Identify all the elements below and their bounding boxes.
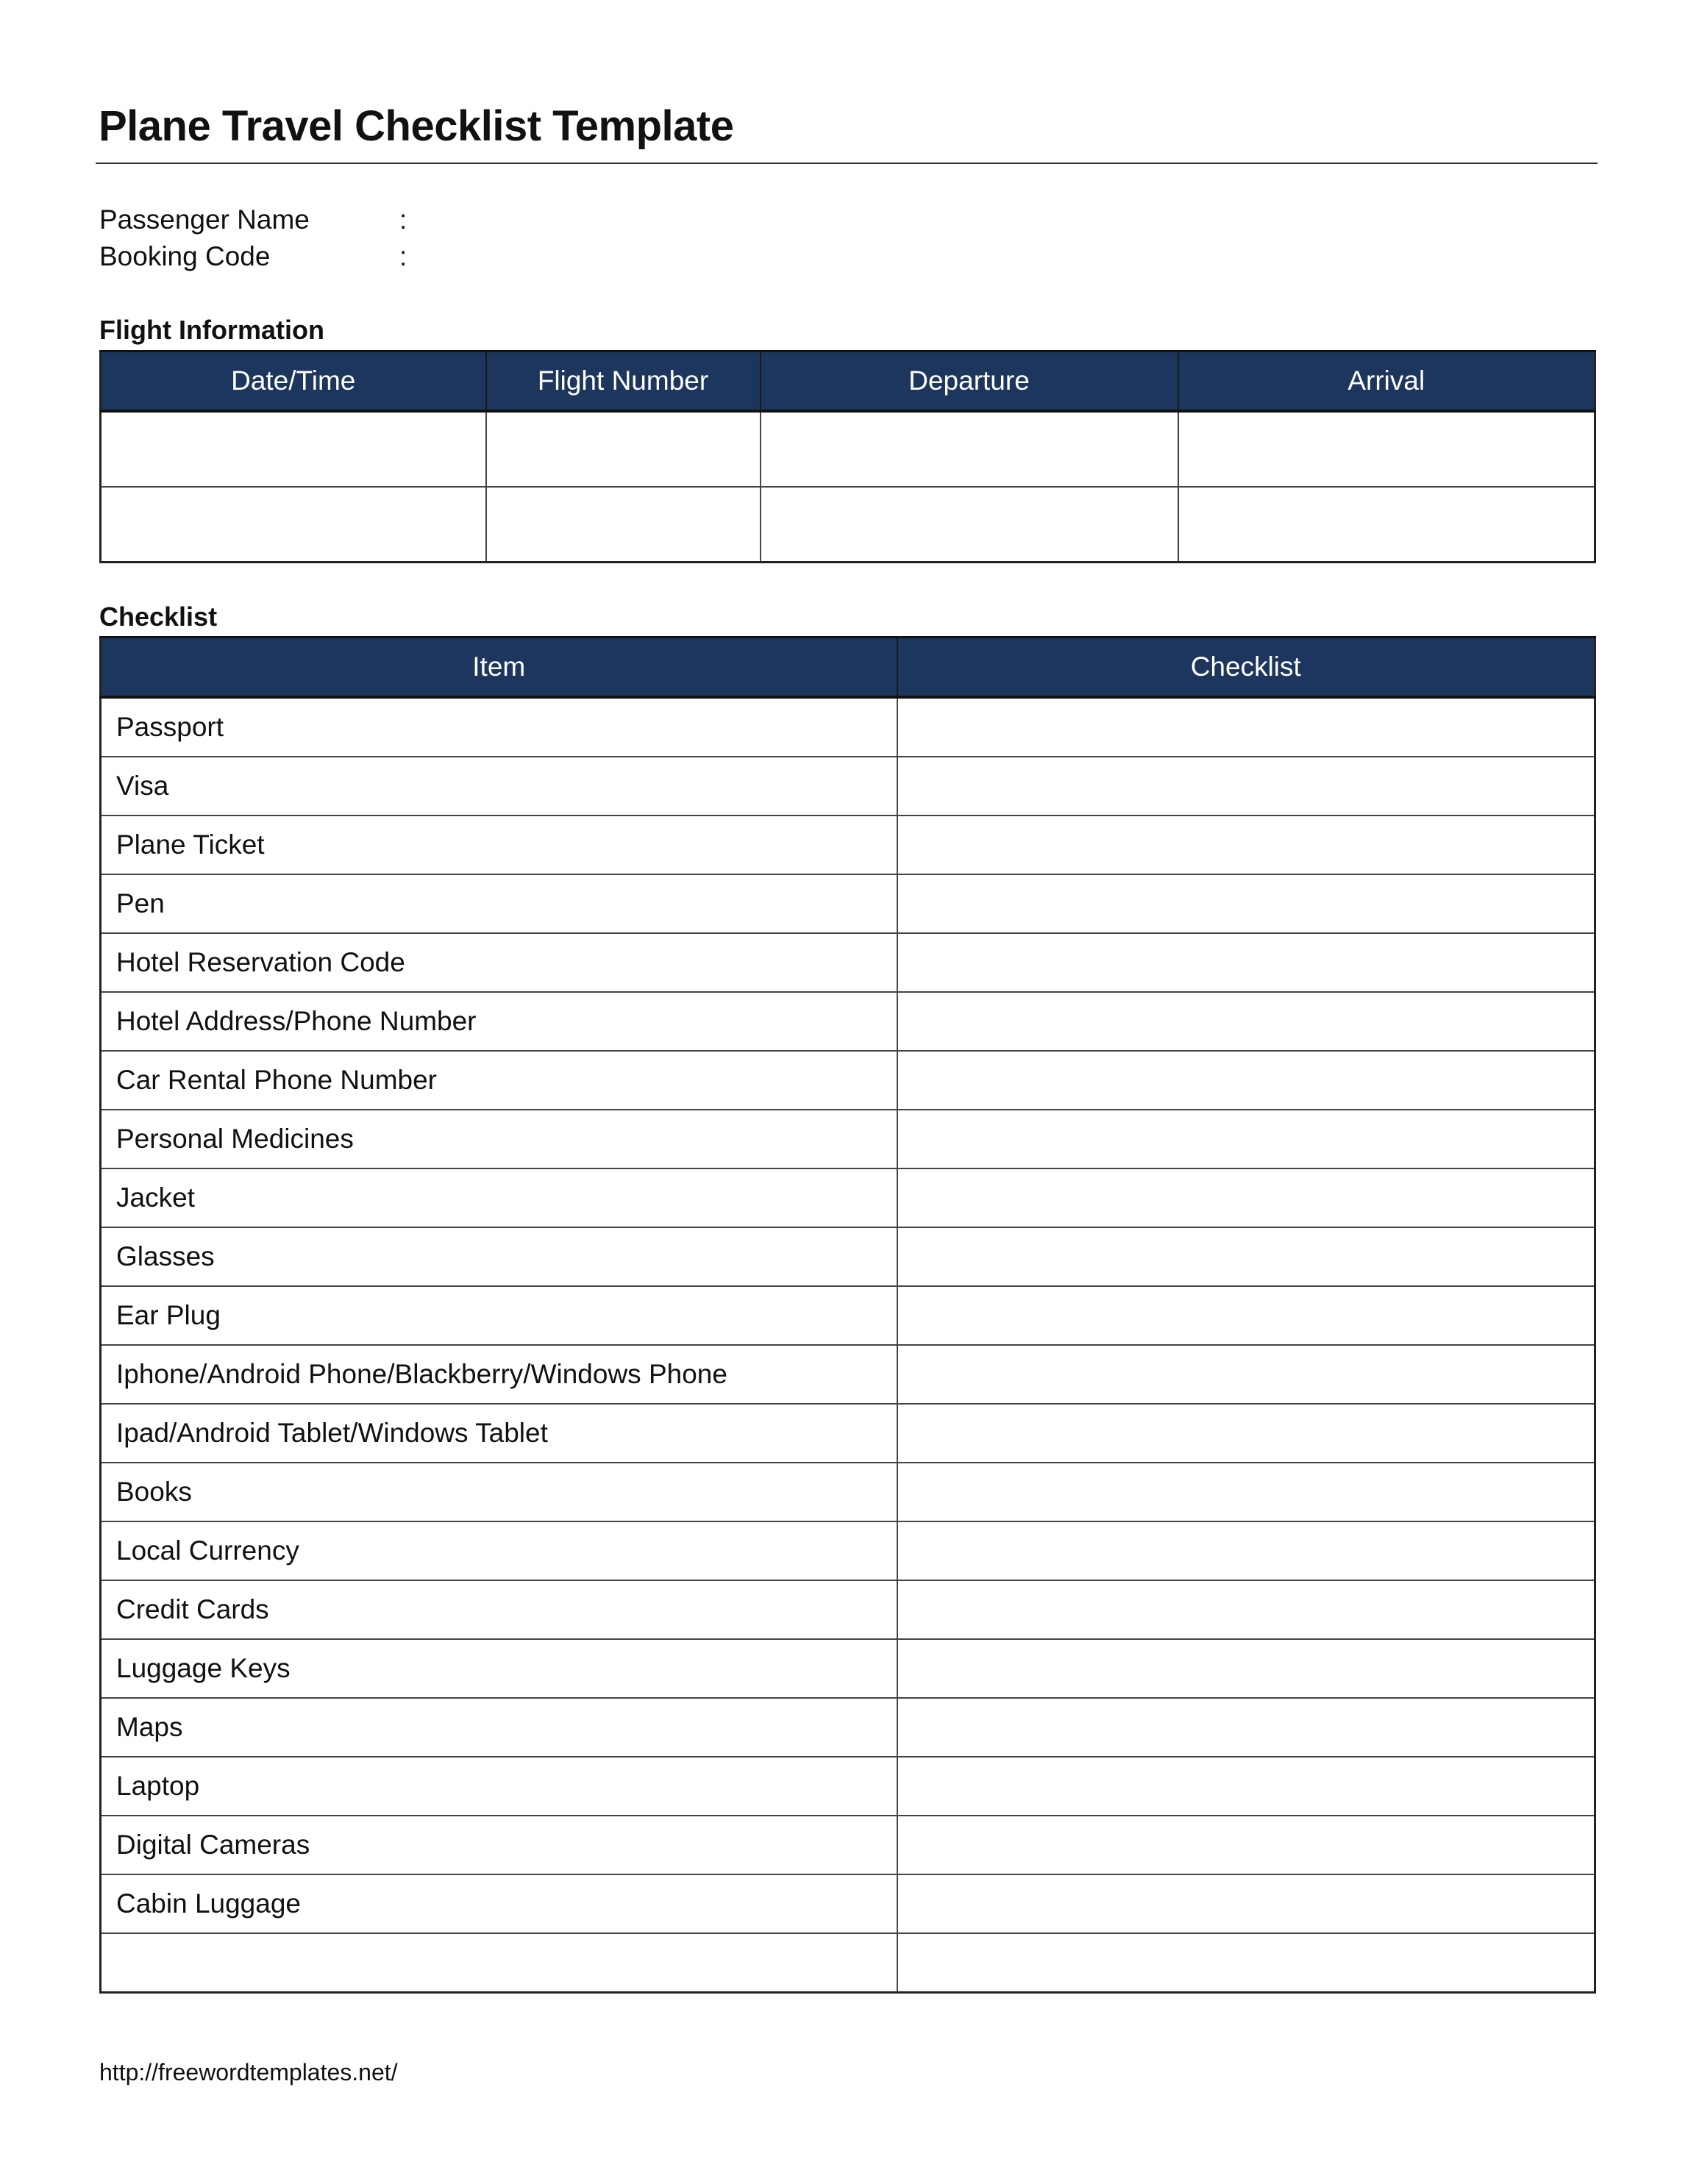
booking-code-label: Booking Code bbox=[99, 241, 271, 271]
checklist-row bbox=[101, 1286, 1595, 1345]
checklist-row bbox=[101, 757, 1595, 816]
passenger-name-separator: : bbox=[399, 204, 407, 235]
column-header-checklist: Checklist bbox=[897, 638, 1595, 698]
checklist-row bbox=[101, 1227, 1595, 1286]
checklist-row bbox=[101, 1757, 1595, 1816]
checklist-check-cell[interactable] bbox=[897, 1286, 1595, 1345]
checklist-item-label: Digital Cameras bbox=[101, 1816, 897, 1874]
checklist-check-cell[interactable] bbox=[897, 1521, 1595, 1580]
checklist-item-label: Passport bbox=[101, 697, 897, 757]
checklist-item-label: Maps bbox=[101, 1698, 897, 1757]
checklist-row bbox=[101, 1580, 1595, 1639]
column-header-item: Item bbox=[101, 638, 897, 698]
checklist-item-label: Cabin Luggage bbox=[101, 1874, 897, 1933]
checklist-row bbox=[101, 933, 1595, 992]
departure-cell[interactable] bbox=[761, 411, 1178, 487]
checklist-item-label: Luggage Keys bbox=[101, 1639, 897, 1698]
checklist-header-row bbox=[101, 638, 1595, 698]
checklist-check-cell[interactable] bbox=[897, 1404, 1595, 1463]
passenger-name-field bbox=[99, 204, 407, 235]
checklist-check-cell[interactable] bbox=[897, 1463, 1595, 1521]
checklist-item-label: Plane Ticket bbox=[101, 816, 897, 874]
column-header-departure: Departure bbox=[761, 351, 1178, 412]
checklist-item-label: Pen bbox=[101, 874, 897, 933]
arrival-cell[interactable] bbox=[1178, 487, 1595, 563]
checklist-row bbox=[101, 1168, 1595, 1227]
flight-number-cell[interactable] bbox=[486, 411, 761, 487]
checklist-row bbox=[101, 1639, 1595, 1698]
checklist-row bbox=[101, 1933, 1595, 1993]
checklist-heading: Checklist bbox=[99, 602, 218, 632]
checklist-check-cell[interactable] bbox=[897, 992, 1595, 1051]
checklist-row bbox=[101, 1816, 1595, 1874]
checklist-item-label: Ear Plug bbox=[101, 1286, 897, 1345]
checklist-row bbox=[101, 1463, 1595, 1521]
checklist-check-cell[interactable] bbox=[897, 816, 1595, 874]
column-header-date-time: Date/Time bbox=[101, 351, 486, 412]
checklist-item-label bbox=[101, 1933, 897, 1993]
document-title: Plane Travel Checklist Template bbox=[99, 102, 734, 150]
flight-table-header-row bbox=[101, 351, 1595, 412]
checklist-row bbox=[101, 1051, 1595, 1110]
title-divider bbox=[96, 163, 1598, 164]
checklist-item-label: Hotel Reservation Code bbox=[101, 933, 897, 992]
checklist-item-label: Local Currency bbox=[101, 1521, 897, 1580]
column-header-flight-number: Flight Number bbox=[486, 351, 761, 412]
checklist-check-cell[interactable] bbox=[897, 1580, 1595, 1639]
checklist-item-label: Visa bbox=[101, 757, 897, 816]
checklist-check-cell[interactable] bbox=[897, 1051, 1595, 1110]
checklist-check-cell[interactable] bbox=[897, 1933, 1595, 1993]
checklist-row bbox=[101, 992, 1595, 1051]
checklist-check-cell[interactable] bbox=[897, 1227, 1595, 1286]
checklist-item-label: Laptop bbox=[101, 1757, 897, 1816]
checklist-row bbox=[101, 874, 1595, 933]
checklist-item-label: Personal Medicines bbox=[101, 1110, 897, 1168]
booking-code-field bbox=[99, 241, 407, 272]
checklist-item-label: Books bbox=[101, 1463, 897, 1521]
flight-table-row bbox=[101, 411, 1595, 487]
checklist-item-label: Credit Cards bbox=[101, 1580, 897, 1639]
checklist-check-cell[interactable] bbox=[897, 1110, 1595, 1168]
checklist-row bbox=[101, 697, 1595, 757]
date-time-cell[interactable] bbox=[101, 487, 486, 563]
checklist-item-label: Hotel Address/Phone Number bbox=[101, 992, 897, 1051]
checklist-item-label: Car Rental Phone Number bbox=[101, 1051, 897, 1110]
checklist-check-cell[interactable] bbox=[897, 1345, 1595, 1404]
checklist-check-cell[interactable] bbox=[897, 874, 1595, 933]
checklist-row bbox=[101, 1110, 1595, 1168]
passenger-name-label: Passenger Name bbox=[99, 204, 310, 235]
checklist-row bbox=[101, 816, 1595, 874]
flight-information-heading: Flight Information bbox=[99, 315, 324, 345]
checklist-item-label: Ipad/Android Tablet/Windows Tablet bbox=[101, 1404, 897, 1463]
checklist-check-cell[interactable] bbox=[897, 1757, 1595, 1816]
flight-information-table bbox=[99, 350, 1596, 563]
checklist-table bbox=[99, 636, 1596, 1994]
checklist-check-cell[interactable] bbox=[897, 757, 1595, 816]
checklist-row bbox=[101, 1345, 1595, 1404]
checklist-check-cell[interactable] bbox=[897, 1874, 1595, 1933]
checklist-row bbox=[101, 1521, 1595, 1580]
date-time-cell[interactable] bbox=[101, 411, 486, 487]
checklist-check-cell[interactable] bbox=[897, 697, 1595, 757]
booking-code-separator: : bbox=[399, 241, 407, 271]
flight-number-cell[interactable] bbox=[486, 487, 761, 563]
checklist-check-cell[interactable] bbox=[897, 933, 1595, 992]
arrival-cell[interactable] bbox=[1178, 411, 1595, 487]
checklist-item-label: Glasses bbox=[101, 1227, 897, 1286]
checklist-row bbox=[101, 1698, 1595, 1757]
checklist-row bbox=[101, 1404, 1595, 1463]
flight-table-row bbox=[101, 487, 1595, 563]
checklist-row bbox=[101, 1874, 1595, 1933]
checklist-check-cell[interactable] bbox=[897, 1698, 1595, 1757]
checklist-item-label: Jacket bbox=[101, 1168, 897, 1227]
checklist-check-cell[interactable] bbox=[897, 1168, 1595, 1227]
column-header-arrival: Arrival bbox=[1178, 351, 1595, 412]
checklist-item-label: Iphone/Android Phone/Blackberry/Windows Phone bbox=[101, 1345, 897, 1404]
checklist-check-cell[interactable] bbox=[897, 1816, 1595, 1874]
departure-cell[interactable] bbox=[761, 487, 1178, 563]
checklist-check-cell[interactable] bbox=[897, 1639, 1595, 1698]
footer-url-link[interactable]: http://freewordtemplates.net/ bbox=[99, 2059, 398, 2085]
